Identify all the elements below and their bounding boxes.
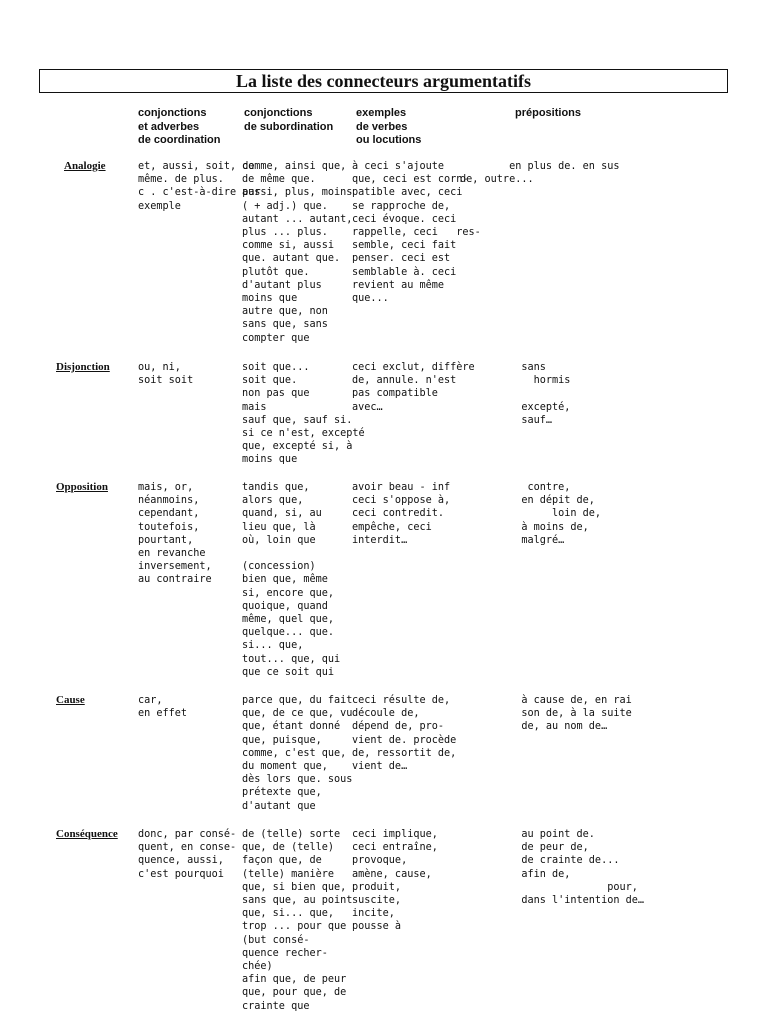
cell-cause-coordination: car, en effet [138, 695, 188, 720]
cell-cause-subordination: parce que, du fait que, de ce que, vu que, étant donné que, puisque, comme, c'est que, du moment que, dès lors que. sous prétexte que, d'autant que [242, 695, 353, 812]
cell-opposition-verbes: avoir beau - inf ceci s'oppose à, ceci contredit. empêche, ceci interdit… [352, 482, 451, 546]
row-label-cause: Cause [56, 694, 85, 706]
cell-analogie-subordination: comme, ainsi que, de même que. aussi, plus, moins ( + adj.) que. autant ... autant, plus ... plus. comme si, aussi que. autant que. plutôt que. d'autant plus moins que autre que, non sans que, sans compter que [242, 161, 353, 344]
row-label-analogie: Analogie [64, 160, 106, 172]
cell-analogie-prepositions: en plus de. en sus de, outre... [460, 161, 620, 186]
cell-consequence-subordination: de (telle) sorte que, de (telle) façon que, de (telle) manière que, si bien que, sans que, au point que, si... que, trop ... pour que (but consé- quence recher- chée) afin que, de peur que, pour que, de crainte que [242, 829, 353, 1012]
cell-consequence-prepositions: au point de. de peur de, de crainte de... afin de, pour, dans l'intention de… [521, 829, 645, 907]
cell-opposition-subordination: tandis que, alors que, quand, si, au lieu que, là où, loin que (concession) bien que, même si, encore que, quoique, quand même, quel que, quelque... que. si... que, tout... que, qui que ce soit qui [242, 482, 341, 678]
cell-consequence-coordination: donc, par consé- quent, en conse- quence, aussi, c'est pourquoi [138, 829, 237, 880]
page-title: La liste des connecteurs argumentatifs [236, 70, 531, 91]
cell-consequence-verbes: ceci implique, ceci entraîne, provoque, amène, cause, produit, suscite, incite, pousse à [352, 829, 438, 933]
header-subordination: conjonctions de subordination [244, 107, 334, 133]
cell-cause-verbes: ceci résulte de, découle de, dépend de, pro- vient de. procède de, ressortit de, vient de… [352, 695, 457, 773]
title-box [39, 69, 728, 93]
cell-analogie-coordination: et, aussi, soit, de même. de plus. c . c'est-à-dire par exemple [138, 161, 261, 212]
header-verbes: exemples de verbes ou locutions [356, 107, 422, 146]
cell-disjonction-coordination: ou, ni, soit soit [138, 362, 194, 387]
cell-disjonction-verbes: ceci exclut, diffère de, annule. n'est pas compatible avec… [352, 362, 475, 413]
cell-opposition-coordination: mais, or, néanmoins, cependant, toutefois, pourtant, en revanche inversement, au contraire [138, 482, 212, 586]
header-coordination: conjonctions et adverbes de coordination [138, 107, 221, 146]
cell-disjonction-prepositions: sans hormis excepté, sauf… [521, 362, 571, 426]
row-label-opposition: Opposition [56, 481, 108, 493]
header-prepositions: prépositions [515, 107, 582, 119]
cell-disjonction-subordination: soit que... soit que. non pas que mais sauf que, sauf si. si ce n'est, excepté que, excepté si, à moins que [242, 362, 365, 466]
cell-cause-prepositions: à cause de, en rai son de, à la suite de, au nom de… [521, 695, 632, 733]
cell-opposition-prepositions: contre, en dépit de, loin de, à moins de, malgré… [521, 482, 602, 546]
row-label-disjonction: Disjonction [56, 361, 110, 373]
row-label-consequence: Conséquence [56, 828, 118, 840]
cell-analogie-verbes: à ceci s'ajoute que, ceci est corn- patible avec, ceci se rapproche de, ceci évoque. ceci rappelle, ceci res- semble, ceci fait penser. ceci est semblable à. ceci revient au même que... [352, 161, 481, 305]
